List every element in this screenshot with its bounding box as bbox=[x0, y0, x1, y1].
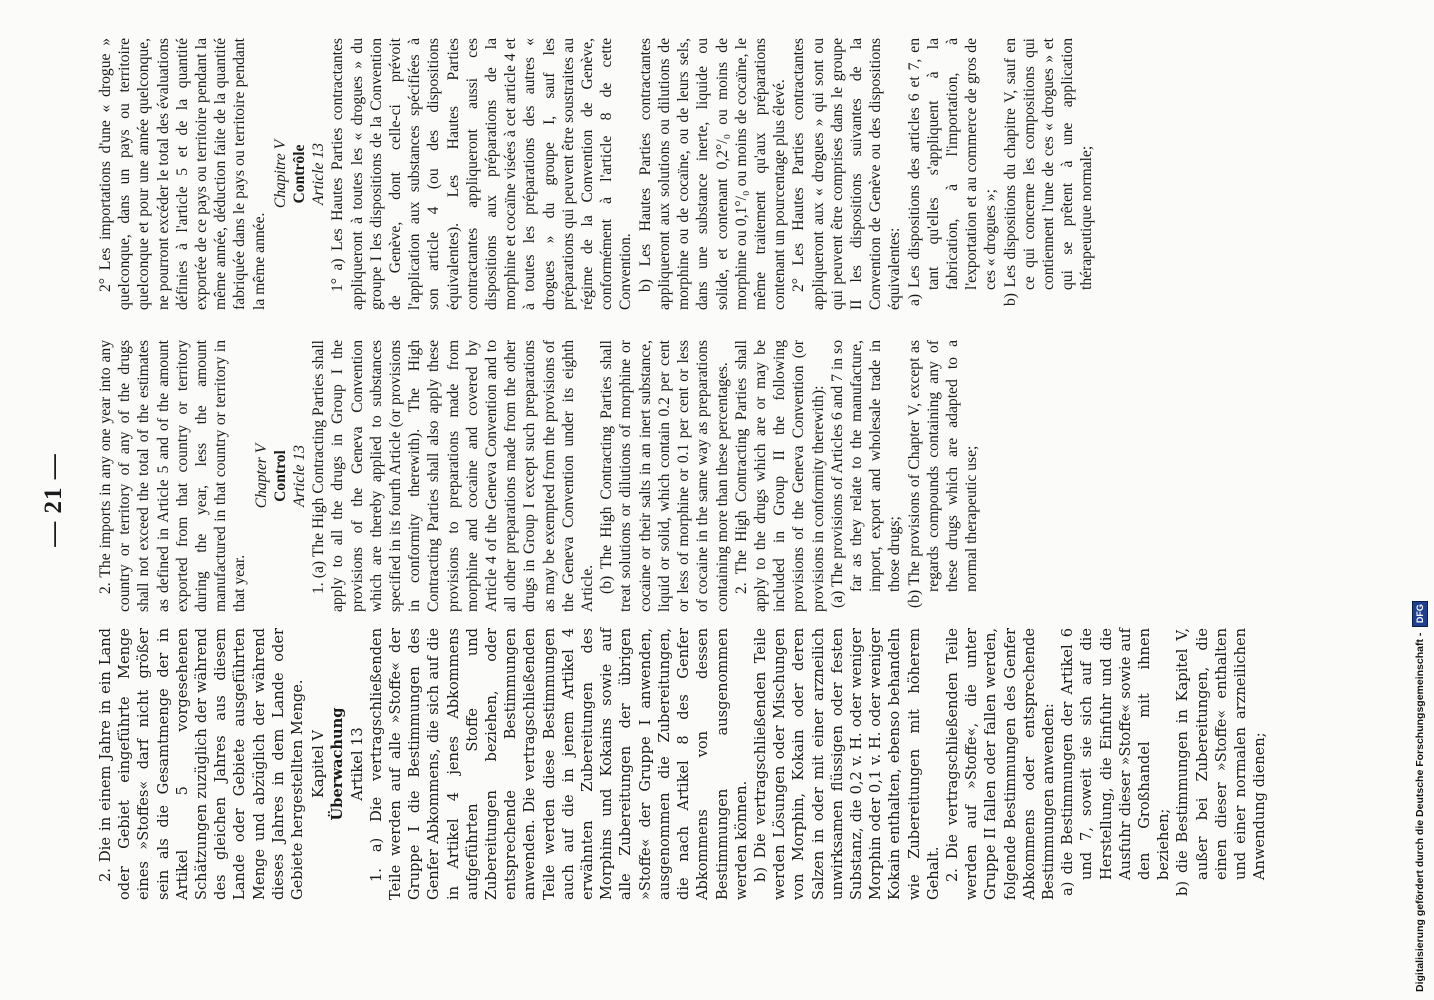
en-imports-paragraph: 2. The imports in any one year into any country or territory of any of the drugs shall not exceed the total of the estimates as defined in Article 5 and of the amount exported from that country or territory during the year, less the amount manufactured in that country or territory in that year. bbox=[97, 340, 249, 612]
english-column bbox=[96, 340, 981, 612]
de-chapter-title: Kapitel V bbox=[310, 730, 328, 798]
de-article-title: Artikel 13 bbox=[348, 727, 366, 801]
de-paragraph-1a: 1. a) Die vertragschließenden Teile werden auf alle »Stoffe« der Gruppe I die Bestimmungen des Genfer Abkommens, die sich auf die in Artikel 4 jenes Abkommens aufgeführten Stoffe und Zubereitungen beziehen, oder entsprechende Bestimmungen anwenden. Die vertragschließenden Teile werden diese Bestimmungen auch auf die in jenem Artikel 4 erwähnten Zubereitungen des Morphins und Kokains sowie auf alle Zubereitungen der übrigen »Stoffe« der Gruppe I anwenden, ausgenommen die Zubereitungen, die nach Artikel 8 des Genfer Abkommens von dessen Bestimmungen ausgenommen werden können. bbox=[367, 628, 750, 900]
en-paragraph-1a: 1. (a) The High Contracting Parties shall apply to all the drugs in Group I the provisions of the Geneva Convention which are thereby applied to substances specified in its fourth Article (or provisions in conformity therewith). The High Contracting Parties shall also apply these provisions to preparations made from morphine and cocaine and covered by Article 4 of the Geneva Convention and to all other preparations made from the other drugs in Group I except such preparations as may be exempted from the provisions of the Geneva Convention under its eighth Article. bbox=[310, 340, 597, 612]
french-column bbox=[96, 38, 1097, 310]
en-paragraph-2: 2. The High Contracting Parties shall apply to the drugs which are or may be included in Group II the following provisions of the Geneva Convention (or provisions in conformity therewith): bbox=[732, 340, 827, 612]
de-paragraph-2a: a) die Bestimmungen der Artikel 6 und 7, soweit sie sich auf die Herstellung, die Einfuhr und die Ausfuhr dieser »Stoffe« sowie auf den Großhandel mit ihnen beziehen; bbox=[1059, 628, 1173, 896]
en-paragraph-1b: (b) The High Contracting Parties shall treat solutions or dilutions of morphine or cocaine or their salts in an inert substance, liquid or solid, which contain 0.2 per cent or less of morphine or 0.1 per cent or less of cocaine in the same way as preparations containing more than these percentages. bbox=[598, 340, 731, 612]
fr-chapter-title: Chapitre V bbox=[271, 139, 289, 209]
de-paragraph-2: 2. Die vertragschließenden Teile werden auf »Stoffe«, die unter Gruppe II fallen oder fallen werden, folgende Bestimmungen des Genfer Abkommens oder entsprechende Bestimmungen anwenden: bbox=[943, 628, 1057, 900]
fr-paragraph-2b: b) Les dispositions du chapitre V, sauf en ce qui concerne les compositions qui contiennent l'une de ces « drogues » et qui se prêtent à une application thérapeutique normale; bbox=[1001, 38, 1096, 306]
fr-paragraph-1a: 1° a) Les Hautes Parties contractantes appliqueront à toutes les « drogues » du groupe I les dispositions de la Convention de Genève, dont celle-ci prévoit l'application aux substances spécifiées à son article 4 (ou des dispositions équivalentes). Les Hautes Parties contractantes appliqueront aussi ces dispositions aux préparations de la morphine et cocaïne visées à cet article 4 et à toutes les préparations des autres « drogues » du groupe I, sauf les préparations qui peuvent être soustraites au régime de la Convention de Genève, conformément à l'article 8 de cette Convention. bbox=[329, 38, 635, 310]
de-paragraph-1b: b) Die vertragschließenden Teile werden Lösungen oder Mischungen von Morphin, Kokain oder deren Salzen in oder mit einer arzneilich unwirksamen flüssigen oder festen Substanz, die 0,2 v. H. oder weniger Morphin oder 0,1 v. H. oder weniger Kokain enthalten, ebenso behandeln wie Zubereitungen mit höherem Gehalt. bbox=[751, 628, 942, 900]
fr-section-heading: Contrôle bbox=[291, 144, 309, 204]
en-article-title: Article 13 bbox=[291, 445, 309, 507]
page-number: — 21 — bbox=[40, 453, 67, 547]
en-paragraph-2b: (b) The provisions of Chapter V, except as regards compounds containing any of these drugs which are adapted to a normal therapeutic use; bbox=[905, 340, 981, 608]
fr-paragraph-2: 2° Les Hautes Parties contractantes appliqueront aux « drogues » qui sont ou qui peuvent être comprises dans le groupe II les dispositions suivantes de la Convention de Genève ou des dispositions équivalentes: bbox=[790, 38, 904, 310]
en-section-heading: Control bbox=[271, 450, 289, 502]
de-section-heading: Überwachung bbox=[329, 707, 347, 821]
dfg-logo-icon: DFG bbox=[1412, 601, 1428, 627]
de-imports-paragraph: 2. Die in einem Jahre in ein Land oder Gebiet eingeführte Menge eines »Stoffes« darf nicht größer sein als die Gesamtmenge der in Artikel 5 vorgesehenen Schätzungen zuzüglich der während des gleichen Jahres aus diesem Lande oder Gebiete ausgeführten Menge und abzüglich der während dieses Jahres in dem Lande oder Gebiete hergestellten Menge. bbox=[97, 628, 307, 900]
en-paragraph-2a: (a) The provisions of Articles 6 and 7 in so far as they relate to the manufacture, import, export and wholesale trade in those drugs; bbox=[828, 340, 904, 608]
digitization-footer bbox=[1412, 2, 1428, 992]
fr-paragraph-1b: b) Les Hautes Parties contractantes appliqueront aux solutions ou dilutions de morphine ou de cocaïne, ou de leurs sels, dans une substance inerte, liquide ou solide, et contenant 0,2°/₀ ou moins de morphine ou 0,1°/₀ ou moins de cocaïne, le même traitement qu'aux préparations contenant un pourcentage plus élevé. bbox=[636, 38, 789, 310]
fr-imports-paragraph: 2° Les importations d'une « drogue » quelconque, dans un pays ou territoire quelconque et pour une année quelconque, ne pourront excéder le total des évaluations définies à l'article 5 et de la quantité exportée de ce pays ou territoire pendant la même année, déduction faite de la quantité fabriquée dans le pays ou territoire pendant la même année. bbox=[97, 38, 268, 310]
de-paragraph-2b: b) die Bestimmungen in Kapitel V, außer bei Zubereitungen, die einen dieser »Stoffe« enthalten und einer normalen arzneilichen Anwendung dienen; bbox=[1174, 628, 1269, 896]
footer-text: Digitalisierung gefördert durch die Deutsche Forschungsgemeinschaft - bbox=[1414, 632, 1426, 992]
german-column bbox=[96, 628, 1269, 900]
fr-article-title: Article 13 bbox=[310, 143, 328, 205]
en-chapter-title: Chapter V bbox=[252, 443, 270, 509]
fr-paragraph-2a: a) Les dispositions des articles 6 et 7, en tant qu'elles s'appliquent à la fabrication, à l'importation, à l'exportation et au commerce de gros de ces « drogues »; bbox=[905, 38, 1000, 306]
